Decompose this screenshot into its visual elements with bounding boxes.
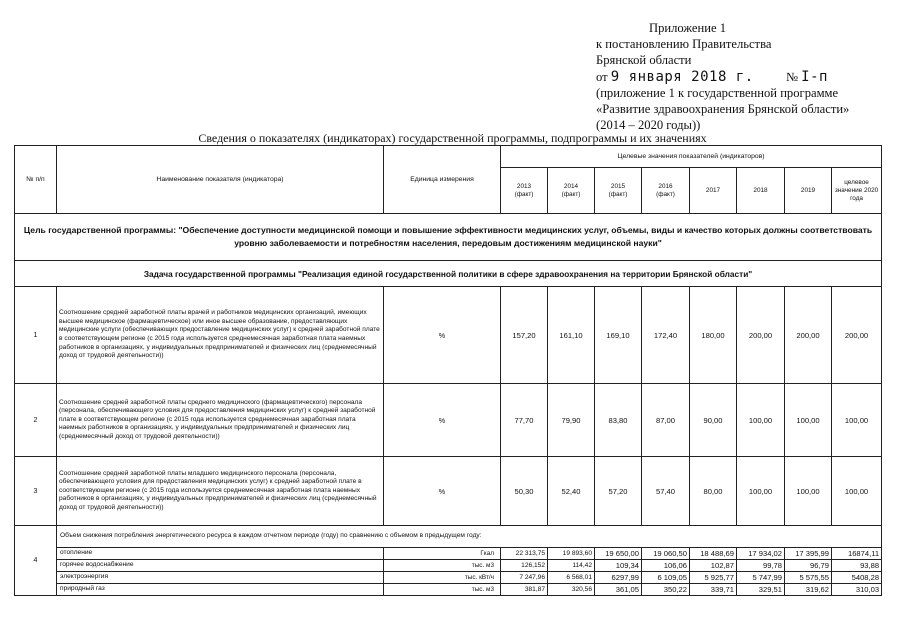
value-2013: 77,70 — [501, 384, 548, 457]
number-prefix: № — [785, 69, 798, 84]
appendix-program-years: (2014 – 2020 годы)) — [596, 118, 701, 133]
value-2016: 350,22 — [642, 584, 690, 596]
energy-indicator-title: Объем снижения потребления энергетического ресурса в каждом отчетном периоде (году) по сравнению с объемом в предыдущем году: — [57, 526, 882, 548]
value-2018: 200,00 — [737, 287, 785, 384]
energy-resource-unit: тыс. кВт/ч — [384, 572, 501, 584]
value-2019: 96,79 — [785, 560, 832, 572]
value-2017: 18 488,69 — [690, 548, 737, 560]
value-2013: 22 313,75 — [501, 548, 548, 560]
energy-row-electricity — [15, 572, 882, 584]
header-year-2014: 2014 (факт) — [548, 168, 595, 214]
value-2018: 5 747,99 — [737, 572, 785, 584]
value-2015: 361,05 — [595, 584, 642, 596]
header-num: № п/п — [15, 146, 57, 214]
appendix-program-ref: (приложение 1 к государственной программе — [596, 85, 839, 100]
value-2020: 200,00 — [832, 287, 882, 384]
value-2018: 17 934,02 — [737, 548, 785, 560]
appendix-title: Приложение 1 — [649, 21, 727, 35]
value-2016: 19 060,50 — [642, 548, 690, 560]
value-2016: 172,40 — [642, 287, 690, 384]
indicator-unit: % — [384, 384, 501, 457]
value-2020: 5408,28 — [832, 572, 882, 584]
value-2017: 90,00 — [690, 384, 737, 457]
header-year-2017: 2017 — [690, 168, 737, 214]
header-year-2020-target: целевое значение 2020 года — [832, 168, 882, 214]
value-2016: 57,40 — [642, 457, 690, 526]
energy-row-hot-water — [15, 560, 882, 572]
indicator-name: Соотношение средней заработной платы среднего медицинского (фармацевтического) персонала (персонала, обеспечивающего условия для предоставления медицинских услуг) к средней заработной плате в соответствующем регионе (с 2015 года используется среднемесячная заработная плата наемных работников в организациях, у индивидуальных предпринимателей и физических лиц (среднемесячный доход от трудовой деятельности)) — [57, 384, 384, 457]
row-num: 4 — [15, 526, 57, 596]
document-title: Сведения о показателях (индикаторах) государственной программы, подпрограммы и их значениях — [198, 131, 707, 145]
value-2016: 87,00 — [642, 384, 690, 457]
energy-resource-name: горячее водоснабжение — [57, 560, 384, 572]
appendix-date-line — [596, 69, 896, 85]
value-2013: 50,30 — [501, 457, 548, 526]
value-2019: 319,62 — [785, 584, 832, 596]
energy-resource-name: природный газ — [57, 584, 384, 596]
value-2019: 100,00 — [785, 384, 832, 457]
value-2015: 19 650,00 — [595, 548, 642, 560]
header-row-1 — [15, 146, 882, 168]
value-2017: 5 925,77 — [690, 572, 737, 584]
energy-title-row — [15, 526, 882, 548]
value-2013: 157,20 — [501, 287, 548, 384]
date-prefix: от — [596, 69, 608, 84]
value-2017: 339,71 — [690, 584, 737, 596]
row-num: 3 — [15, 457, 57, 526]
energy-resource-unit: тыс. м3 — [384, 584, 501, 596]
value-2017: 180,00 — [690, 287, 737, 384]
row-num: 2 — [15, 384, 57, 457]
indicator-unit: % — [384, 457, 501, 526]
value-2014: 320,56 — [548, 584, 595, 596]
value-2014: 6 568,01 — [548, 572, 595, 584]
value-2015: 83,80 — [595, 384, 642, 457]
value-2019: 100,00 — [785, 457, 832, 526]
value-2020: 16874,11 — [832, 548, 882, 560]
value-2020: 310,03 — [832, 584, 882, 596]
task-row — [15, 261, 882, 287]
value-2013: 126,152 — [501, 560, 548, 572]
value-2015: 57,20 — [595, 457, 642, 526]
value-2018: 329,51 — [737, 584, 785, 596]
table-row — [15, 287, 882, 384]
header-year-2013: 2013 (факт) — [501, 168, 548, 214]
header-year-2016: 2016 (факт) — [642, 168, 690, 214]
value-2018: 100,00 — [737, 384, 785, 457]
appendix-region: Брянской области — [596, 53, 692, 68]
energy-resource-name: отопление — [57, 548, 384, 560]
value-2015: 169,10 — [595, 287, 642, 384]
energy-row-heating — [15, 548, 882, 560]
value-2013: 381,87 — [501, 584, 548, 596]
header-unit: Единица измерения — [384, 146, 501, 214]
value-2016: 106,06 — [642, 560, 690, 572]
value-2013: 7 247,96 — [501, 572, 548, 584]
row-num: 1 — [15, 287, 57, 384]
table-row — [15, 457, 882, 526]
value-2018: 100,00 — [737, 457, 785, 526]
header-year-2018: 2018 — [737, 168, 785, 214]
indicator-name: Соотношение средней заработной платы врачей и работников медицинских организаций, имеющих высшее медицинское (фармацевтическое) или иное высшее образование, предоставляющих медицинские услуги (обеспечивающих предоставление медицинских услуг) к средней заработной плате в соответствующем регионе (с 2015 года используется среднемесячная заработная плата наемных работников в организациях, у индивидуальных предпринимателей и физических лиц (среднемесячный доход от трудовой деятельности)) — [57, 287, 384, 384]
value-2019: 5 575,55 — [785, 572, 832, 584]
program-task: Задача государственной программы "Реализация единой государственной политики в сфере здравоохранения на территории Брянской области" — [15, 261, 882, 287]
value-2019: 17 395,99 — [785, 548, 832, 560]
value-2014: 161,10 — [548, 287, 595, 384]
header-target-values: Целевые значения показателей (индикаторов) — [501, 146, 882, 168]
value-2020: 93,88 — [832, 560, 882, 572]
program-goal: Цель государственной программы: "Обеспечение доступности медицинской помощи и повышение эффективности медицинских услуг, объемы, виды и качество которых должны соответствовать уровню заболеваемости и потребностям населения, передовым достижениям медицинской науки" — [15, 214, 882, 261]
value-2019: 200,00 — [785, 287, 832, 384]
energy-resource-unit: тыс. м3 — [384, 560, 501, 572]
appendix-program-name: «Развитие здравоохранения Брянской области» — [596, 102, 850, 117]
header-year-2019: 2019 — [785, 168, 832, 214]
appendix-block — [596, 20, 896, 133]
header-year-2015: 2015 (факт) — [595, 168, 642, 214]
energy-resource-name: электроэнергия — [57, 572, 384, 584]
appendix-decree: к постановлению Правительства — [596, 37, 772, 52]
value-2015: 109,34 — [595, 560, 642, 572]
value-2015: 6297,99 — [595, 572, 642, 584]
value-2014: 79,90 — [548, 384, 595, 457]
goal-row — [15, 214, 882, 261]
value-2018: 99,78 — [737, 560, 785, 572]
indicators-table — [14, 145, 882, 596]
date-handwritten: 9 января 2018 г. — [610, 68, 754, 85]
value-2014: 19 893,60 — [548, 548, 595, 560]
value-2020: 100,00 — [832, 457, 882, 526]
number-handwritten: I-п — [801, 68, 828, 85]
indicator-unit: % — [384, 287, 501, 384]
header-name: Наименование показателя (индикатора) — [57, 146, 384, 214]
table-row — [15, 384, 882, 457]
indicator-name: Соотношение средней заработной платы младшего медицинского персонала (персонала, обеспечивающего условия для предоставления медицинских услуг) к средней заработной плате в соответствующем регионе (с 2015 года используется среднемесячная заработная плата наемных работников в организациях, у индивидуальных предпринимателей и физических лиц (среднемесячный доход от трудовой деятельности)) — [57, 457, 384, 526]
value-2020: 100,00 — [832, 384, 882, 457]
value-2017: 102,87 — [690, 560, 737, 572]
value-2014: 114,42 — [548, 560, 595, 572]
energy-resource-unit: Гкал — [384, 548, 501, 560]
value-2014: 52,40 — [548, 457, 595, 526]
value-2017: 80,00 — [690, 457, 737, 526]
energy-row-natural-gas — [15, 584, 882, 596]
value-2016: 6 109,05 — [642, 572, 690, 584]
